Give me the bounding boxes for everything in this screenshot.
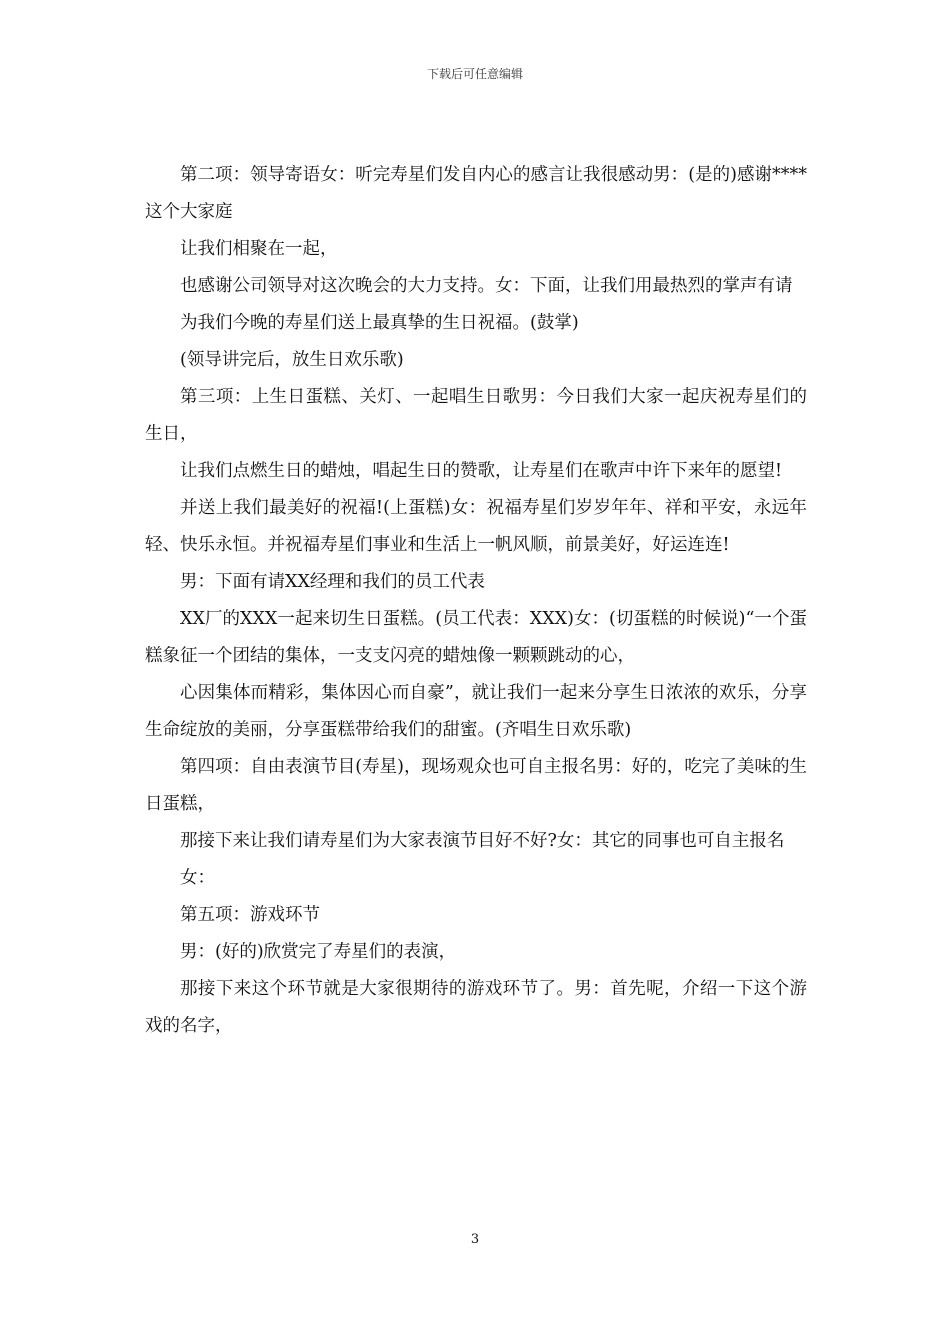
paragraph: 第三项：上生日蛋糕、关灯、一起唱生日歌男：今日我们大家一起庆祝寿星们的生日， <box>145 387 807 444</box>
paragraph: 第二项：领导寄语女：听完寿星们发自内心的感言让我很感动男：(是的)感谢****这个大家庭 <box>145 165 807 222</box>
paragraph: 让我们点燃生日的蜡烛，唱起生日的赞歌，让寿星们在歌声中许下来年的愿望! <box>180 461 783 481</box>
paragraph: 第五项：游戏环节 <box>180 905 320 925</box>
paragraph: 第四项：自由表演节目(寿星)，现场观众也可自主报名男：好的，吃完了美味的生日蛋糕， <box>145 757 807 814</box>
paragraph: 男：(好的)欣赏完了寿星们的表演， <box>180 942 457 962</box>
paragraph: 并送上我们最美好的祝福!(上蛋糕)女：祝福寿星们岁岁年年、祥和平安，永远年轻、快乐永恒。并祝福寿星们事业和生活上一帆风顺，前景美好，好运连连! <box>145 498 807 555</box>
paragraph: (领导讲完后，放生日欢乐歌) <box>180 350 404 370</box>
document-body <box>145 157 807 1045</box>
paragraph: 心因集体而精彩，集体因心而自豪”，就让我们一起来分享生日浓浓的欢乐，分享生命绽放的美丽，分享蛋糕带给我们的甜蜜。(齐唱生日欢乐歌) <box>145 683 807 740</box>
paragraph: 男：下面有请XX经理和我们的员工代表 <box>180 572 485 592</box>
paragraph: 那接下来让我们请寿星们为大家表演节目好不好?女：其它的同事也可自主报名 <box>180 831 785 851</box>
paragraph: 让我们相聚在一起， <box>180 239 338 259</box>
page-header-note: 下载后可任意编辑 <box>426 67 523 81</box>
page-number: 3 <box>470 1232 480 1247</box>
paragraph: XX厂的XXX一起来切生日蛋糕。(员工代表：XXX)女：(切蛋糕的时候说)“一个蛋糕象征一个团结的集体，一支支闪亮的蜡烛像一颗颗跳动的心， <box>145 609 807 666</box>
paragraph: 也感谢公司领导对这次晚会的大力支持。女：下面，让我们用最热烈的掌声有请 <box>180 276 793 296</box>
paragraph: 那接下来这个环节就是大家很期待的游戏环节了。男：首先呢，介绍一下这个游戏的名字， <box>145 979 807 1036</box>
paragraph: 女： <box>180 868 215 888</box>
paragraph: 为我们今晚的寿星们送上最真挚的生日祝福。(鼓掌) <box>180 313 579 333</box>
